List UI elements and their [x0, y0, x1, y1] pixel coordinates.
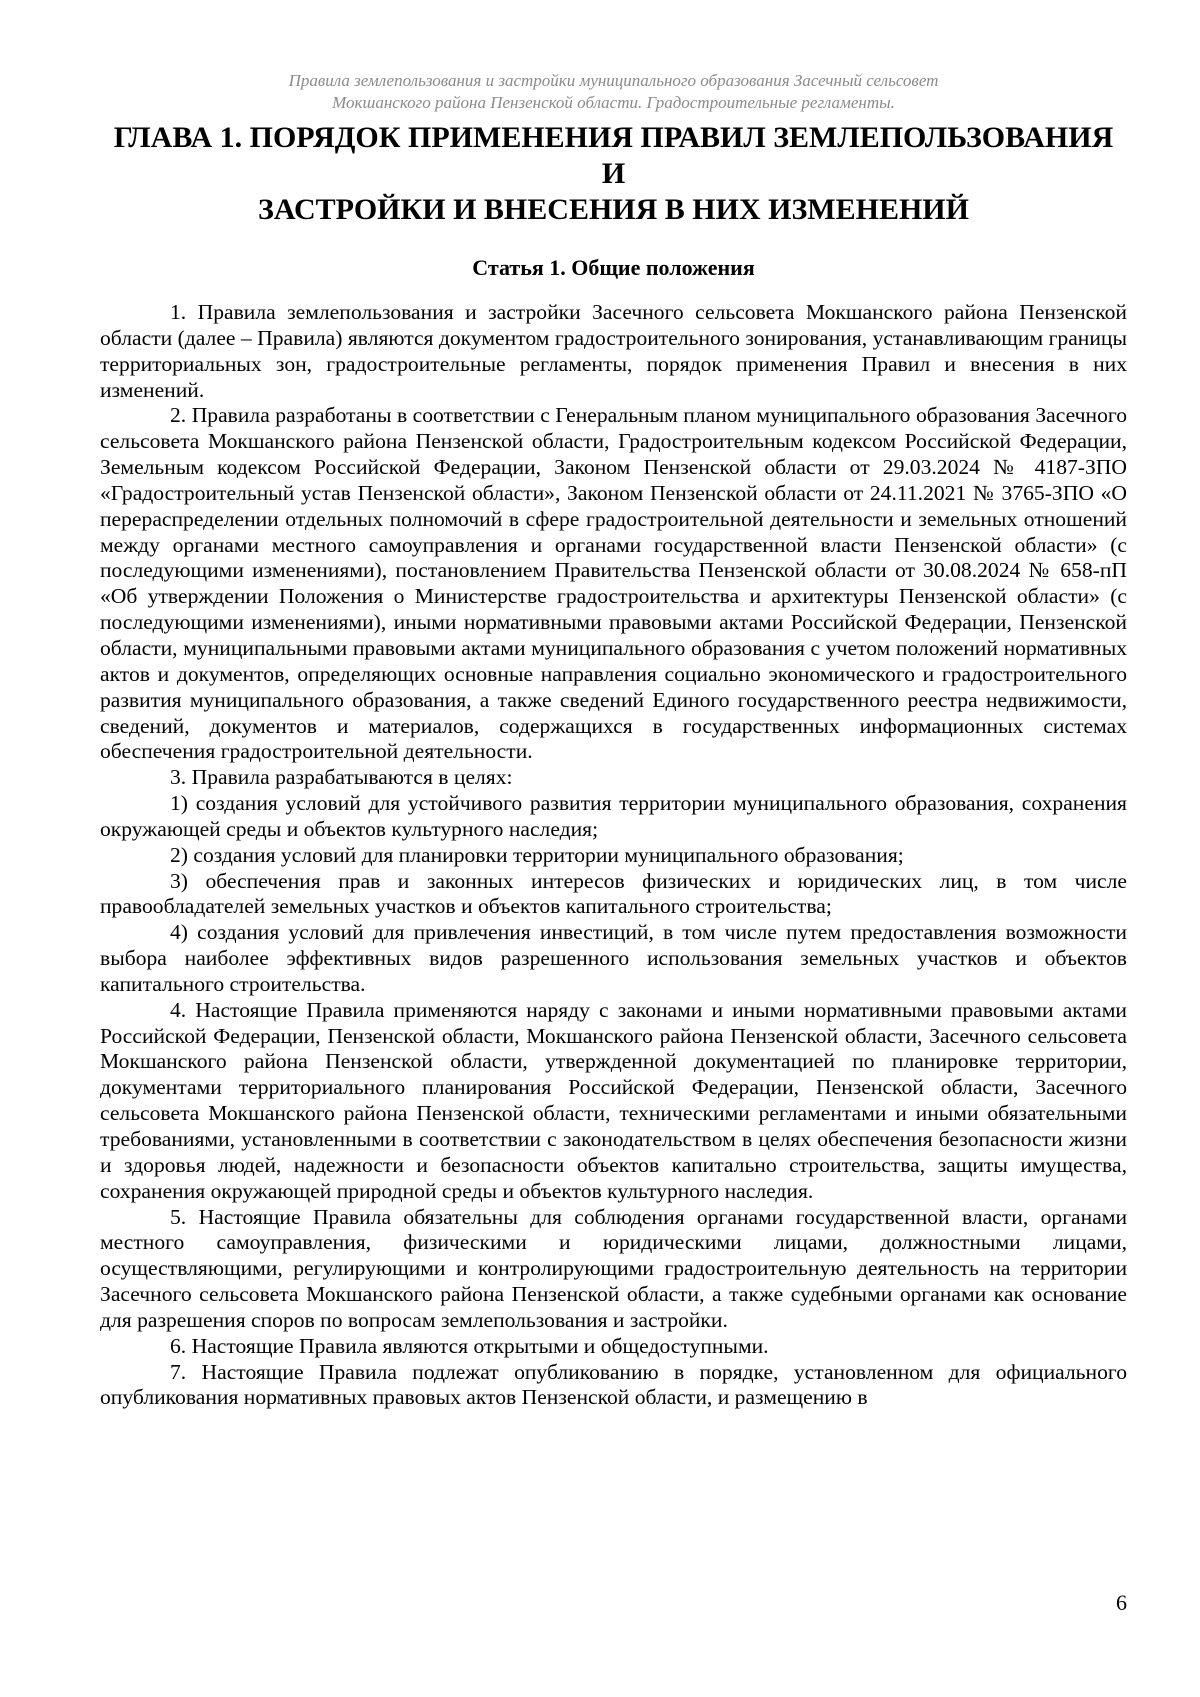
paragraph-4: 4. Настоящие Правила применяются наряду с законами и иными нормативными правовыми актами Российской Федерации, Пензенской области, Мокшанского района Пензенской области, Засечного сельсовета Мокшанского района Пензенской области, утвержденной документацией по планировке территории, документами территориального планирования Российской Федерации, Пензенской области, Засечного сельсовета Мокшанского района Пензенской области, техническими регламентами и иными обязательными требованиями, установленными в соответствии с законодательством в целях обеспечения безопасности жизни и здоровья людей, надежности и безопасности объектов капитально строительства, защиты имущества, сохранения окружающей природной среды и объектов культурного наследия. [100, 997, 1127, 1203]
article-body [100, 300, 1127, 1411]
paragraph-3: 3. Правила разрабатываются в целях: [170, 765, 513, 790]
list-item-1: 1) создания условий для устойчивого развития территории муниципального образования, сохранения окружающей среды и объектов культурного наследия; [100, 791, 1127, 841]
article-title: Статья 1. Общие положения [472, 255, 755, 280]
list-item-3: 3) обеспечения прав и законных интересов физических и юридических лиц, в том числе правообладателей земельных участков и объектов капитального строительства; [100, 868, 1127, 919]
running-header-line-2: Мокшанского района Пензенской области. Градостроительные регламенты. [332, 93, 895, 112]
document-page [100, 70, 1127, 1411]
paragraph-7: 7. Настоящие Правила подлежат опубликованию в порядке, установленном для официального опубликования нормативных правовых актов Пензенской области, и размещению в [100, 1359, 1127, 1410]
running-header-line-1: Правила землепользования и застройки муниципального образования Засечный сельсовет [288, 71, 939, 90]
chapter-title-line-1: ГЛАВА 1. ПОРЯДОК ПРИМЕНЕНИЯ ПРАВИЛ ЗЕМЛЕПОЛЬЗОВАНИЯ И [113, 121, 1114, 190]
list-item-2: 2) создания условий для планировки территории муниципального образования; [170, 842, 904, 867]
paragraph-2: 2. Правила разработаны в соответствии с Генеральным планом муниципального образования Засечного сельсовета Мокшанского района Пензенской области, Градостроительным кодексом Российской Федерации, Земельным кодексом Российской Федерации, Законом Пензенской области от 29.03.2024 № 4187-ЗПО «Градостроительный устав Пензенской области», Законом Пензенской области от 24.11.2021 № 3765-ЗПО «О перераспределении отдельных полномочий в сфере градостроительной деятельности и земельных отношений между органами местного самоуправления и органами государственной власти Пензенской области» (с последующими изменениями), постановлением Правительства Пензенской области от 30.08.2024 № 658-пП «Об утверждении Положения о Министерстве градостроительства и архитектуры Пензенской области» (с последующими изменениями), иными нормативными правовыми актами Российской Федерации, Пензенской области, муниципальными правовыми актами муниципального образования с учетом положений нормативных актов и документов, определяющих основные направления социально экономического и градостроительного развития муниципального образования, а также сведений Единого государственного реестра недвижимости, сведений, документов и материалов, содержащихся в государственных информационных системах обеспечения градостроительной деятельности. [100, 403, 1127, 764]
list-item-4: 4) создания условий для привлечения инвестиций, в том числе путем предоставления возможности выбора наиболее эффективных видов разрешенного использования земельных участков и объектов капитального строительства. [100, 920, 1127, 996]
chapter-title-line-2: ЗАСТРОЙКИ И ВНЕСЕНИЯ В НИХ ИЗМЕНЕНИЙ [258, 193, 969, 226]
paragraph-6: 6. Настоящие Правила являются открытыми и общедоступными. [170, 1333, 769, 1358]
page-number: 6 [1116, 1590, 1127, 1615]
paragraph-5: 5. Настоящие Правила обязательны для соблюдения органами государственной власти, органами местного самоуправления, физическими и юридическими лицами, должностными лицами, осуществляющими, регулирующими и контролирующими градостроительную деятельность на территории Засечного сельсовета Мокшанского района Пензенской области, а также судебными органами как основание для разрешения споров по вопросам землепользования и застройки. [100, 1204, 1127, 1332]
paragraph-1: 1. Правила землепользования и застройки Засечного сельсовета Мокшанского района Пензенской области (далее – Правила) являются документом градостроительного зонирования, устанавливающим границы территориальных зон, градостроительные регламенты, порядок применения Правил и внесения в них изменений. [100, 300, 1127, 402]
chapter-title [100, 120, 1127, 228]
